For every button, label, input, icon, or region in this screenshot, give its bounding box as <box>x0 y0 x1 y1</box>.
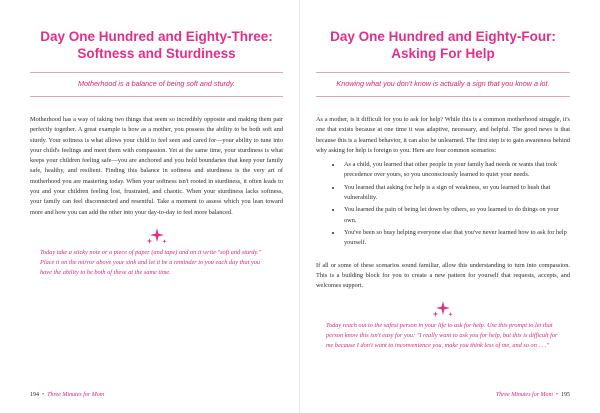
left-subtitle: Motherhood is a balance of being soft and sturdy. <box>78 79 235 88</box>
left-footer-separator: • <box>42 392 45 398</box>
left-book-title: Three Minutes for Mom <box>47 392 105 398</box>
sparkle-icon <box>145 228 169 246</box>
left-title-line2: Softness and Sturdiness <box>77 46 236 61</box>
right-body-intro: As a mother, is it difficult for you to ask for help? While this is a common motherhood struggle, it's one that exists because at one time it was adaptive, necessary, and helpful. The good news is that because this is a learned behavior, it can also be unlearned. The first step is to gain awareness behind why asking for help is foreign to you. Here are four common scenarios: <box>316 116 570 154</box>
scenario-list <box>316 160 570 248</box>
left-page-title <box>30 28 283 62</box>
right-footer-separator: • <box>555 392 558 398</box>
right-subtitle: Knowing what you don't know is actually a sign that you know a lot. <box>336 79 550 88</box>
scenario-item: • You learned the pain of being let down by others, so you learned to do things on your own. <box>342 205 570 226</box>
right-footer <box>496 391 570 399</box>
right-title-line2: Asking For Help <box>391 46 495 61</box>
right-sparkles <box>316 301 570 319</box>
right-page <box>300 0 600 413</box>
right-page-number: 195 <box>561 392 570 398</box>
right-body-outro: If all or some of these scenarios sound familiar, allow this understanding to turn into compassion. This is a building block for you to create a new pattern for yourself that requests, accepts, and welcomes support. <box>316 261 570 290</box>
left-sparkles <box>30 228 283 246</box>
left-prompt: Today take a sticky note or a piece of paper (and tape) and on it write "soft and sturdy." Place it on the mirror above your sink and let it be a reminder to you each day that you have the ability to be both of these at the same time. <box>40 248 262 276</box>
right-page-title <box>316 28 570 62</box>
right-prompt: Today reach out to the safest person in your life to ask for help. Use this prompt to let that person know this isn't easy for you: "I really want to ask you for help, but this is difficult for me because I don't want to inconvenience you, make you think less of me, and so on . . ." <box>326 322 558 350</box>
left-body-text: Motherhood has a way of taking two things that seem so incredibly opposite and making them pair perfectly together. A great example is how as a mother, you possess the ability to be both soft and sturdy. Your softness is what allows your child to feel seen and cared for—your ability to tune into your child's feelings and meet them with compassion. Yet at the same time, your sturdiness is what keeps your children feeling safe—you are anchored and you hold boundaries that keep your family safe, healthy, and resilient. Finding this balance in softness and sturdiness is the very art of motherhood you are mastering today. When your softness isn't rooted in sturdiness, it often leads to you and your children feeling lost, frustrated, and chaotic. When your sturdiness lacks softness, your family can feel disconnected and resentful. Take a moment to assess which you lean toward more and how you can add the other into your day-to-day to feel more balanced. <box>30 116 283 216</box>
left-page-number: 194 <box>30 392 39 398</box>
scenario-item: • As a child, you learned that other people in your family had needs or wants that took precedence over yours, so you unconsciously learned to quiet your needs. <box>342 160 570 181</box>
right-title-line1: Day One Hundred and Eighty-Four: <box>330 29 556 44</box>
left-title-line1: Day One Hundred and Eighty-Three: <box>40 29 273 44</box>
sparkle-icon <box>431 301 455 319</box>
scenario-item: • You've been so busy helping everyone else that you've never learned how to ask for help yourself. <box>342 228 570 249</box>
scenario-item: • You learned that asking for help is a sign of weakness, so you learned to hush that vulnerability. <box>342 183 570 204</box>
left-footer <box>30 391 104 399</box>
left-bottom-rule <box>30 96 283 97</box>
right-bottom-rule <box>316 96 570 97</box>
right-book-title: Three Minutes for Mom <box>495 392 553 398</box>
